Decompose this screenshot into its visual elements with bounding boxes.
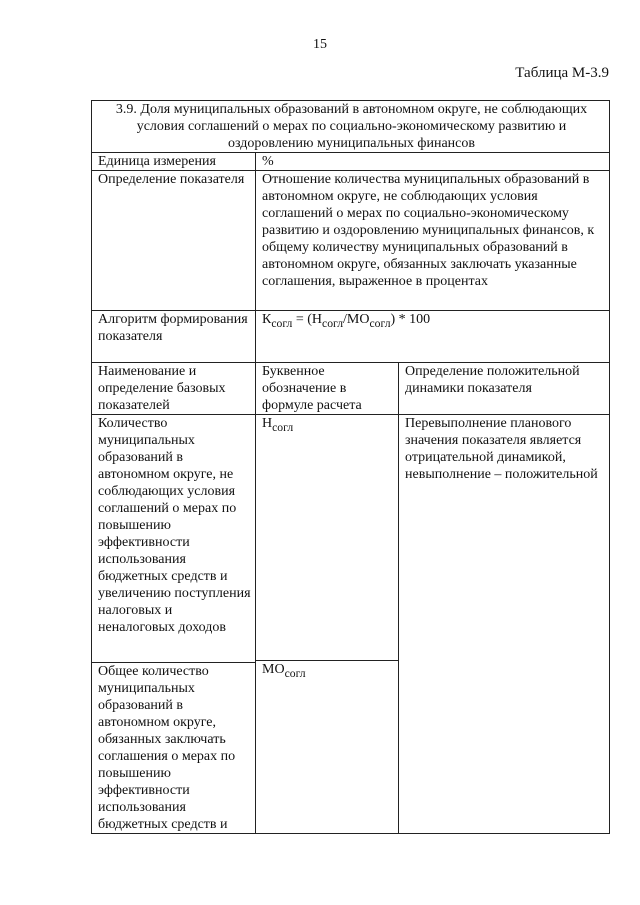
title-row — [92, 101, 610, 153]
base-name: Общее количество муниципальных образований в автономном округе, обязанных заключать соглашения о мерах по повышению эффективности использования бюджетных средств и — [92, 663, 256, 834]
unit-row — [92, 153, 610, 171]
algorithm-row — [92, 311, 610, 363]
formula-k-sub: согл — [271, 316, 293, 330]
formula-n-sub: согл — [322, 316, 344, 330]
symbol-letter: МО — [262, 662, 285, 677]
indicator-title: 3.9. Доля муниципальных образований в автономном округе, не соблюдающих условия соглашений о мерах по социально-экономическому развитию и оздоровлению муниципальных финансов — [92, 101, 610, 153]
page-number: 15 — [313, 37, 327, 52]
formula-mo-sub: согл — [369, 316, 391, 330]
unit-value: % — [256, 153, 610, 171]
base-symbol-2 — [256, 661, 398, 682]
table-label: Таблица М-3.9 — [515, 65, 609, 81]
base-header-name: Наименование и определение базовых показателей — [92, 363, 256, 415]
symbol-sub: согл — [284, 666, 306, 680]
definition-value: Отношение количества муниципальных образований в автономном округе, не соблюдающих условия соглашений о мерах по социально-экономическому развитию и оздоровлению муниципальных финансов, к общему количеству муниципальных образований в автономном округе, обязанных заключать указанные соглашения, выраженное в процентах — [256, 171, 610, 311]
base-symbols-cell — [256, 415, 399, 834]
base-symbol-1 — [256, 415, 398, 661]
base-dynamics: Перевыполнение планового значения показателя является отрицательной динамикой, невыполнение – положительной — [399, 415, 610, 834]
base-header-dynamics: Определение положительной динамики показателя — [399, 363, 610, 415]
formula-end: ) * 100 — [390, 312, 431, 327]
base-header-symbol: Буквенное обозначение в формуле расчета — [256, 363, 399, 415]
definition-row — [92, 171, 610, 311]
algorithm-label: Алгоритм формирования показателя — [92, 311, 256, 363]
symbol-letter: Н — [262, 416, 273, 431]
base-row — [92, 415, 610, 663]
base-header-row — [92, 363, 610, 415]
formula-k: К — [262, 312, 272, 327]
formula-div: /МО — [343, 312, 370, 327]
symbol-sub: согл — [272, 420, 294, 434]
unit-label: Единица измерения — [92, 153, 256, 171]
definition-label: Определение показателя — [92, 171, 256, 311]
formula-eq: = (Н — [292, 312, 323, 327]
base-name: Количество муниципальных образований в автономном округе, не соблюдающих условия соглашений о мерах по повышению эффективности использования бюджетных средств и увеличению поступления налоговых и неналоговых доходов — [92, 415, 256, 663]
indicator-table — [91, 100, 610, 834]
algorithm-formula — [256, 311, 610, 363]
